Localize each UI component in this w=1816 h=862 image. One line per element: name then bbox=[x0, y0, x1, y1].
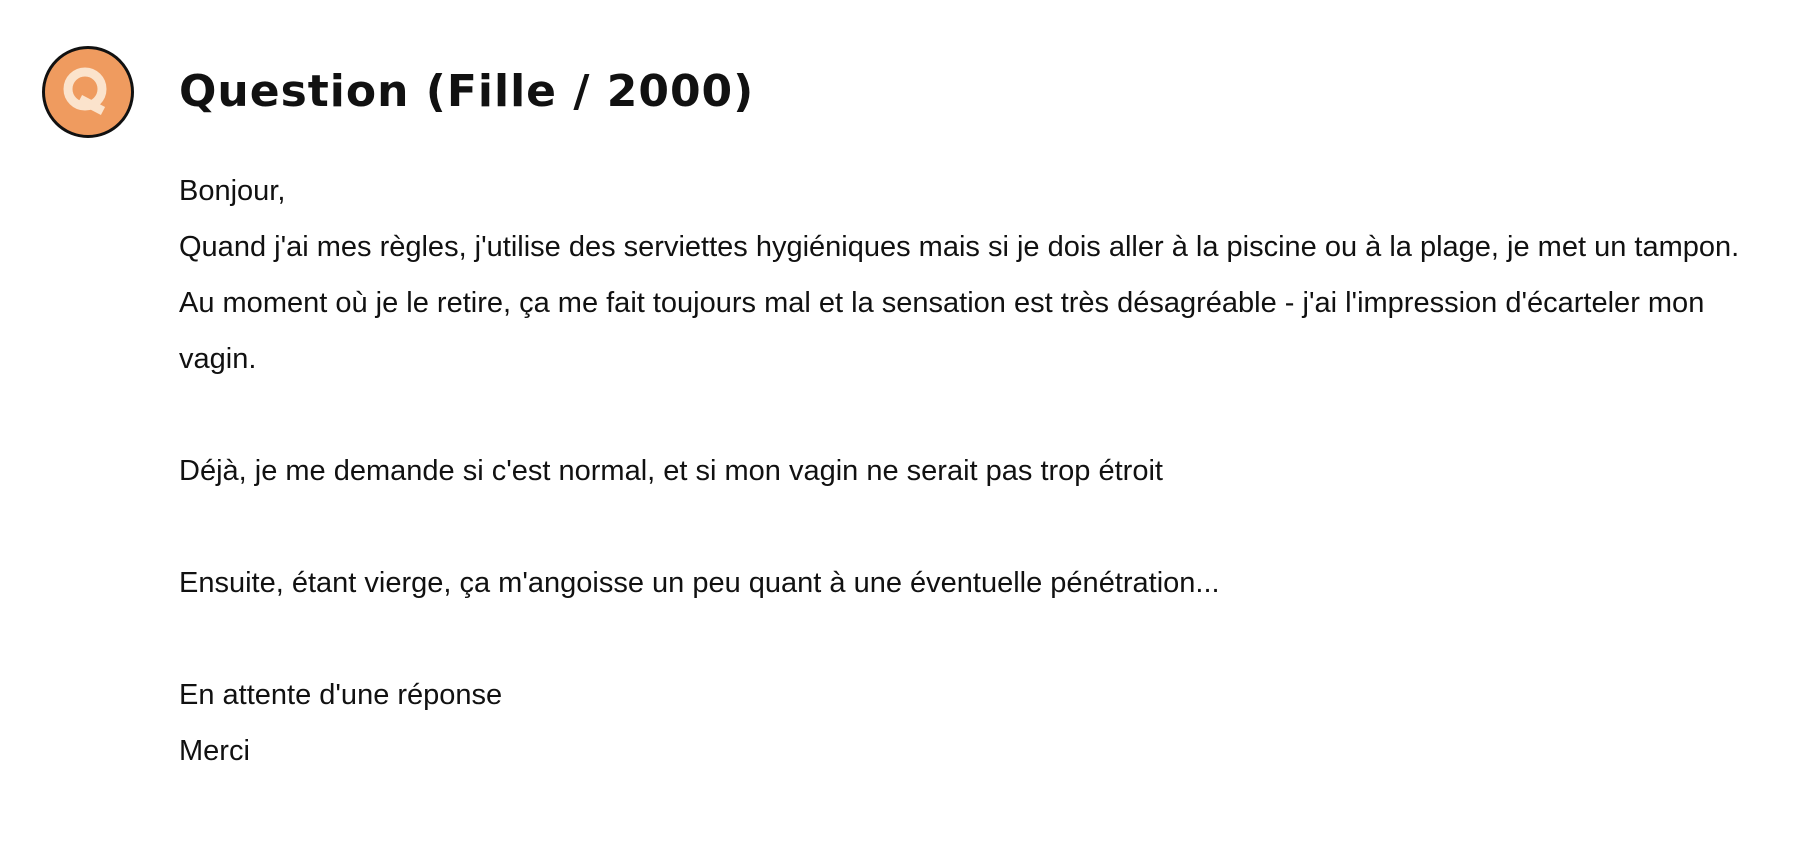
removal-pain-text: Au moment où je le retire, ça me fait toujours mal et la sensation est très désagréable - j'ai l'impression d'écarteler mon vagin. bbox=[179, 287, 1705, 375]
paragraph-spacer bbox=[179, 387, 1779, 443]
question-body bbox=[179, 163, 1779, 779]
tampon-usage-text: Quand j'ai mes règles, j'utilise des serviettes hygiéniques mais si je dois aller à la piscine ou à la plage, je met un tampon. bbox=[179, 231, 1740, 263]
normality-question-text: Déjà, je me demande si c'est normal, et si mon vagin ne serait pas trop étroit bbox=[179, 455, 1163, 487]
thanks-text: Merci bbox=[179, 735, 250, 767]
question-title: Question (Fille / 2000) bbox=[179, 66, 755, 117]
paragraph-spacer bbox=[179, 499, 1779, 555]
greeting-text: Bonjour, bbox=[179, 175, 286, 207]
awaiting-response-text: En attente d'une réponse bbox=[179, 679, 503, 711]
question-avatar bbox=[42, 46, 134, 138]
paragraph-spacer bbox=[179, 611, 1779, 667]
question-bubble-icon bbox=[45, 49, 131, 135]
anxiety-text: Ensuite, étant vierge, ça m'angoisse un peu quant à une éventuelle pénétration... bbox=[179, 567, 1220, 599]
